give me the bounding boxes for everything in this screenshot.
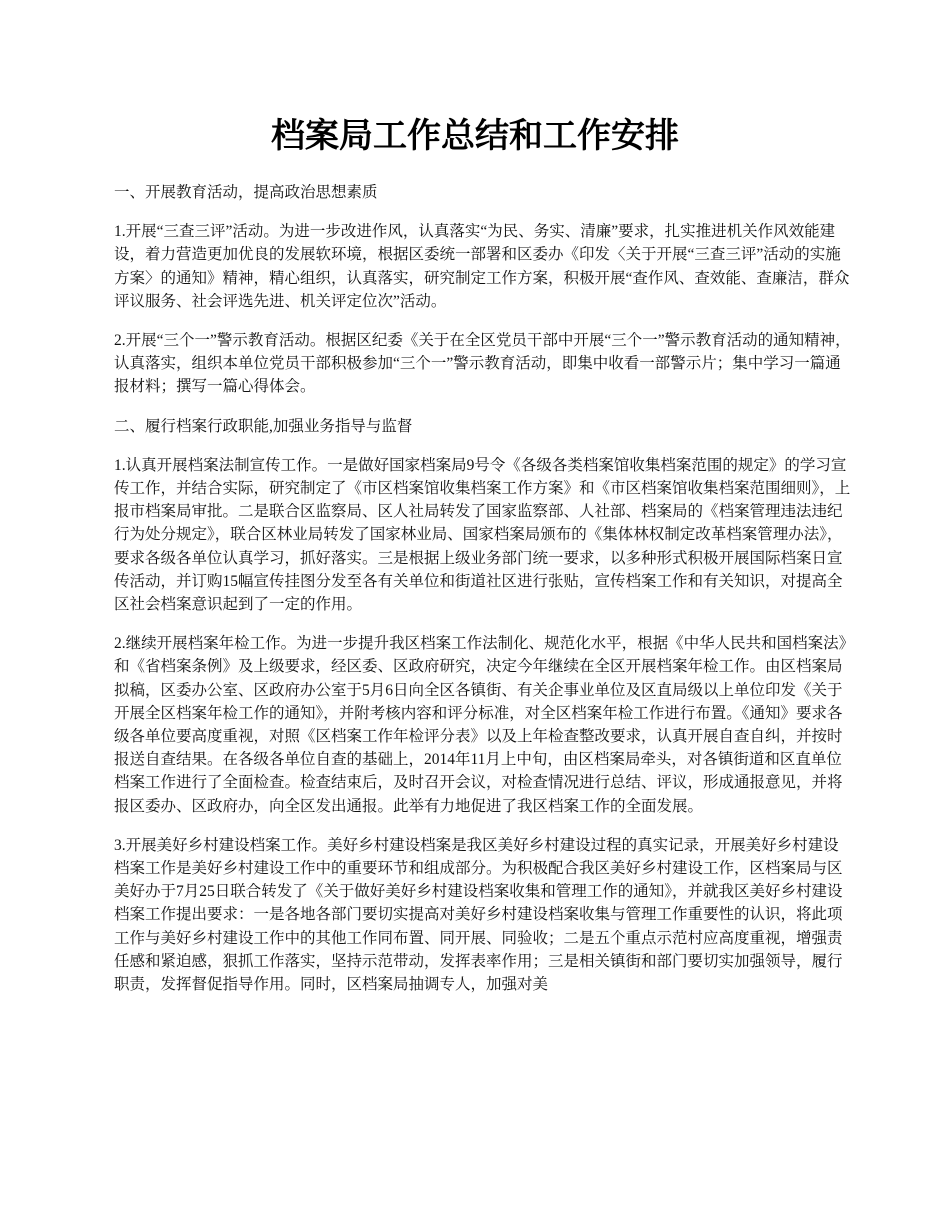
paragraph-2-2: 2.继续开展档案年检工作。为进一步提升我区档案工作法制化、规范化水平，根据《中华人民共和国档案法》和《省档案条例》及上级要求，经区委、区政府研究，决定今年继续在全区开展档案年检工作。由区档案局拟稿，区委办公室、区政府办公室于5月6日向全区各镇街、有关企事业单位及区直局级以上单位印发《关于开展全区档案年检工作的通知》，并附考核内容和评分标准，对全区档案年检工作进行布置。《通知》要求各级各单位要高度重视，对照《区档案工作年检评分表》以及上年检查整改要求，认真开展自查自纠，并按时报送自查结果。在各级各单位自查的基础上，2014年11月上中旬，由区档案局牵头，对各镇街道和区直单位档案工作进行了全面检查。检查结束后，及时召开会议，对检查情况进行总结、评议，形成通报意见，并将报区委办、区政府办，向全区发出通报。此举有力地促进了我区档案工作的全面发展。 [114,635,847,815]
document-title: 档案局工作总结和工作安排 [271,116,679,156]
document-body [114,181,854,1012]
paragraph-1-2: 2.开展“三个一”警示教育活动。根据区纪委《关于在全区党员干部中开展“三个一”警示教育活动的通知精神，认真落实，组织本单位党员干部积极参加“三个一”警示教育活动，即集中收看一部警示片；集中学习一篇通报材料；撰写一篇心得体会。 [114,332,851,396]
paragraph-2-1: 1.认真开展档案法制宣传工作。一是做好国家档案局9号令《各级各类档案馆收集档案范围的规定》的学习宣传工作，并结合实际，研究制定了《市区档案馆收集档案工作方案》和《市区档案馆收集档案范围细则》，上报市档案局审批。二是联合区监察局、区人社局转发了国家监察部、人社部、档案局的《档案管理违法违纪行为处分规定》，联合区林业局转发了国家林业局、国家档案局颁布的《集体林权制定改革档案管理办法》，要求各级各单位认真学习，抓好落实。三是根据上级业务部门统一要求，以多种形式积极开展国际档案日宣传活动，并订购15幅宣传挂图分发至各有关单位和街道社区进行张贴，宣传档案工作和有关知识，对提高全区社会档案意识起到了一定的作用。 [114,456,851,614]
paragraph-1-1: 1.开展“三查三评”活动。为进一步改进作风，认真落实“为民、务实、清廉”要求，扎实推进机关作风效能建设，着力营造更加优良的发展软环境，根据区委统一部署和区委办《印发〈关于开展“三查三评”活动的实施方案〉的通知》精神，精心组织，认真落实，研究制定工作方案，积极开展“查作风、查效能、查廉洁，群众评议服务、社会评选先进、机关评定位次”活动。 [114,223,850,310]
section-heading-2: 二、履行档案行政职能,加强业务指导与监督 [114,417,413,435]
paragraph-2-3: 3.开展美好乡村建设档案工作。美好乡村建设档案是我区美好乡村建设过程的真实记录，开展美好乡村建设档案工作是美好乡村建设工作中的重要环节和组成部分。为积极配合我区美好乡村建设工作，区档案局与区美好办于7月25日联合转发了《关于做好美好乡村建设档案收集和管理工作的通知》，并就我区美好乡村建设档案工作提出要求：一是各地各部门要切实提高对美好乡村建设档案收集与管理工作重要性的认识，将此项工作与美好乡村建设工作中的其他工作同布置、同开展、同验收；二是五个重点示范村应高度重视，增强责任感和紧迫感，狠抓工作落实，坚持示范带动，发挥表率作用；三是相关镇街和部门要切实加强领导，履行职责，发挥督促指导作用。同时，区档案局抽调专人，加强对美 [114,836,843,994]
section-heading-1: 一、开展教育活动，提高政治思想素质 [114,184,378,201]
